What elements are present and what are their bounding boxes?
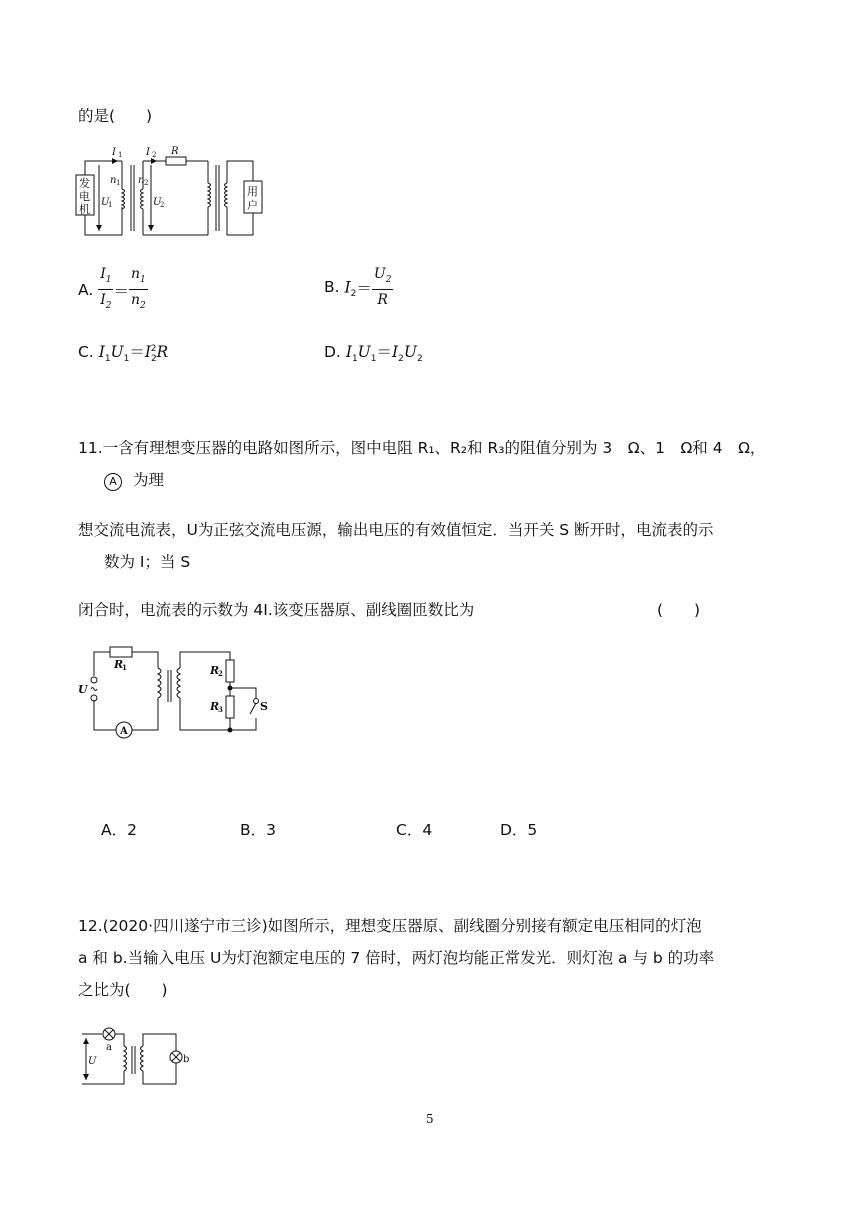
q12-line-3: 之比为( ) [78,981,168,999]
q10-U2-sub: 2 [160,201,165,209]
q10-option-c[interactable]: C. $I_1U_1=I_2^2R$ [78,343,169,365]
q11-R1-label: R [114,658,124,671]
q11-circuit-figure [74,640,274,746]
ammeter-icon: A [104,473,122,491]
q10-user-label-1: 用 [247,185,258,198]
q11-line-1: 11.一含有理想变压器的电路如图所示，图中电阻 R₁、R₂和 R₃的阻值分别为 3 Ω、1 Ω和 4 Ω， [78,439,766,457]
q10-I1-sub: 1 [118,151,123,159]
q10-option-b[interactable]: B. $I_2=$ $\frac{U_2}{R}$ [324,266,392,308]
q10-I1-label: I [112,147,116,158]
q10-option-a-fraction-2: $\frac{n_1}{n_2}$ [130,266,146,311]
q12-lamp-a-label: a [106,1042,112,1053]
q10-R-label: R [171,146,179,157]
q11-option-c[interactable]: C．4 [396,821,433,839]
q10-user-label-2: 户 [247,199,258,212]
q10-I2-sub: 2 [152,151,157,159]
q12-lamp-b-label: b [183,1054,190,1065]
q12-U-label: U [88,1056,97,1067]
q12-line-2: a 和 b.当输入电压 U为灯泡额定电压的 7 倍时，两灯泡均能正常发光．则灯泡 a 与 b 的功率 [78,949,715,967]
q10-option-d[interactable]: D. $I_1U_1=I_2U_2$ [324,343,423,365]
q10-option-b-fraction: $\frac{U_2}{R}$ [373,266,392,308]
q11-R3-sub: 3 [218,705,223,714]
q10-option-d-label: D. [324,343,341,361]
q11-R2-sub: 2 [218,669,223,678]
q10-stem-tail: 的是( ) [78,107,153,125]
q11-line-5: 闭合时，电流表的示数为 4I.该变压器原、副线圈匝数比为 [78,601,475,619]
q10-option-b-label: B. [324,277,340,296]
q11-S-label: S [260,700,268,713]
q10-circuit-figure [74,143,264,241]
q10-option-a-label: A. [78,280,94,299]
q11-line-4: 数为 I；当 S [104,553,191,571]
q10-n2-label: n [138,175,145,186]
q12-line-1: 12.(2020·四川遂宁市三诊)如图所示，理想变压器原、副线圈分别接有额定电压相同的灯泡 [78,917,702,935]
q11-R2-label: R [210,664,220,677]
q10-gen-label-3: 机 [79,203,90,216]
q10-option-a-fraction: $\frac{I_1}{I_2}$ [100,266,112,311]
q11-R1-sub: 1 [122,663,127,672]
q10-gen-label-1: 发 [79,177,90,190]
q10-gen-label-2: 电 [79,190,90,203]
q10-U1-sub: 1 [108,201,113,209]
q11-U-label: U [78,683,88,696]
q11-option-d[interactable]: D．5 [500,821,538,839]
q11-line-2 [104,468,164,491]
q10-I2-label: I [146,147,150,158]
q10-n1-sub: 1 [116,179,121,187]
q11-R3-label: R [210,700,220,713]
q11-line-2-tail: 为理 [132,471,164,489]
q10-option-c-label: C. [78,343,94,361]
page-number: 5 [426,1112,434,1126]
q12-circuit-figure [76,1024,196,1090]
q11-answer-paren: ( ) [657,601,701,619]
q10-U2-label: U [153,197,162,208]
q11-option-a[interactable]: A．2 [101,821,137,839]
q10-n1-label: n [110,175,117,186]
q10-U1-label: U [101,197,110,208]
q10-n2-sub: 2 [144,179,149,187]
q11-line-3: 想交流电流表，U为正弦交流电压源，输出电压的有效值恒定．当开关 S 断开时，电流表的示 [78,521,714,539]
q10-option-a[interactable]: A. $\frac{I_1}{I_2}$ ＝ $\frac{n_1}{n_2}$ [78,265,148,316]
q11-ammeter-label: A [120,726,128,737]
q11-option-b[interactable]: B．3 [240,821,276,839]
